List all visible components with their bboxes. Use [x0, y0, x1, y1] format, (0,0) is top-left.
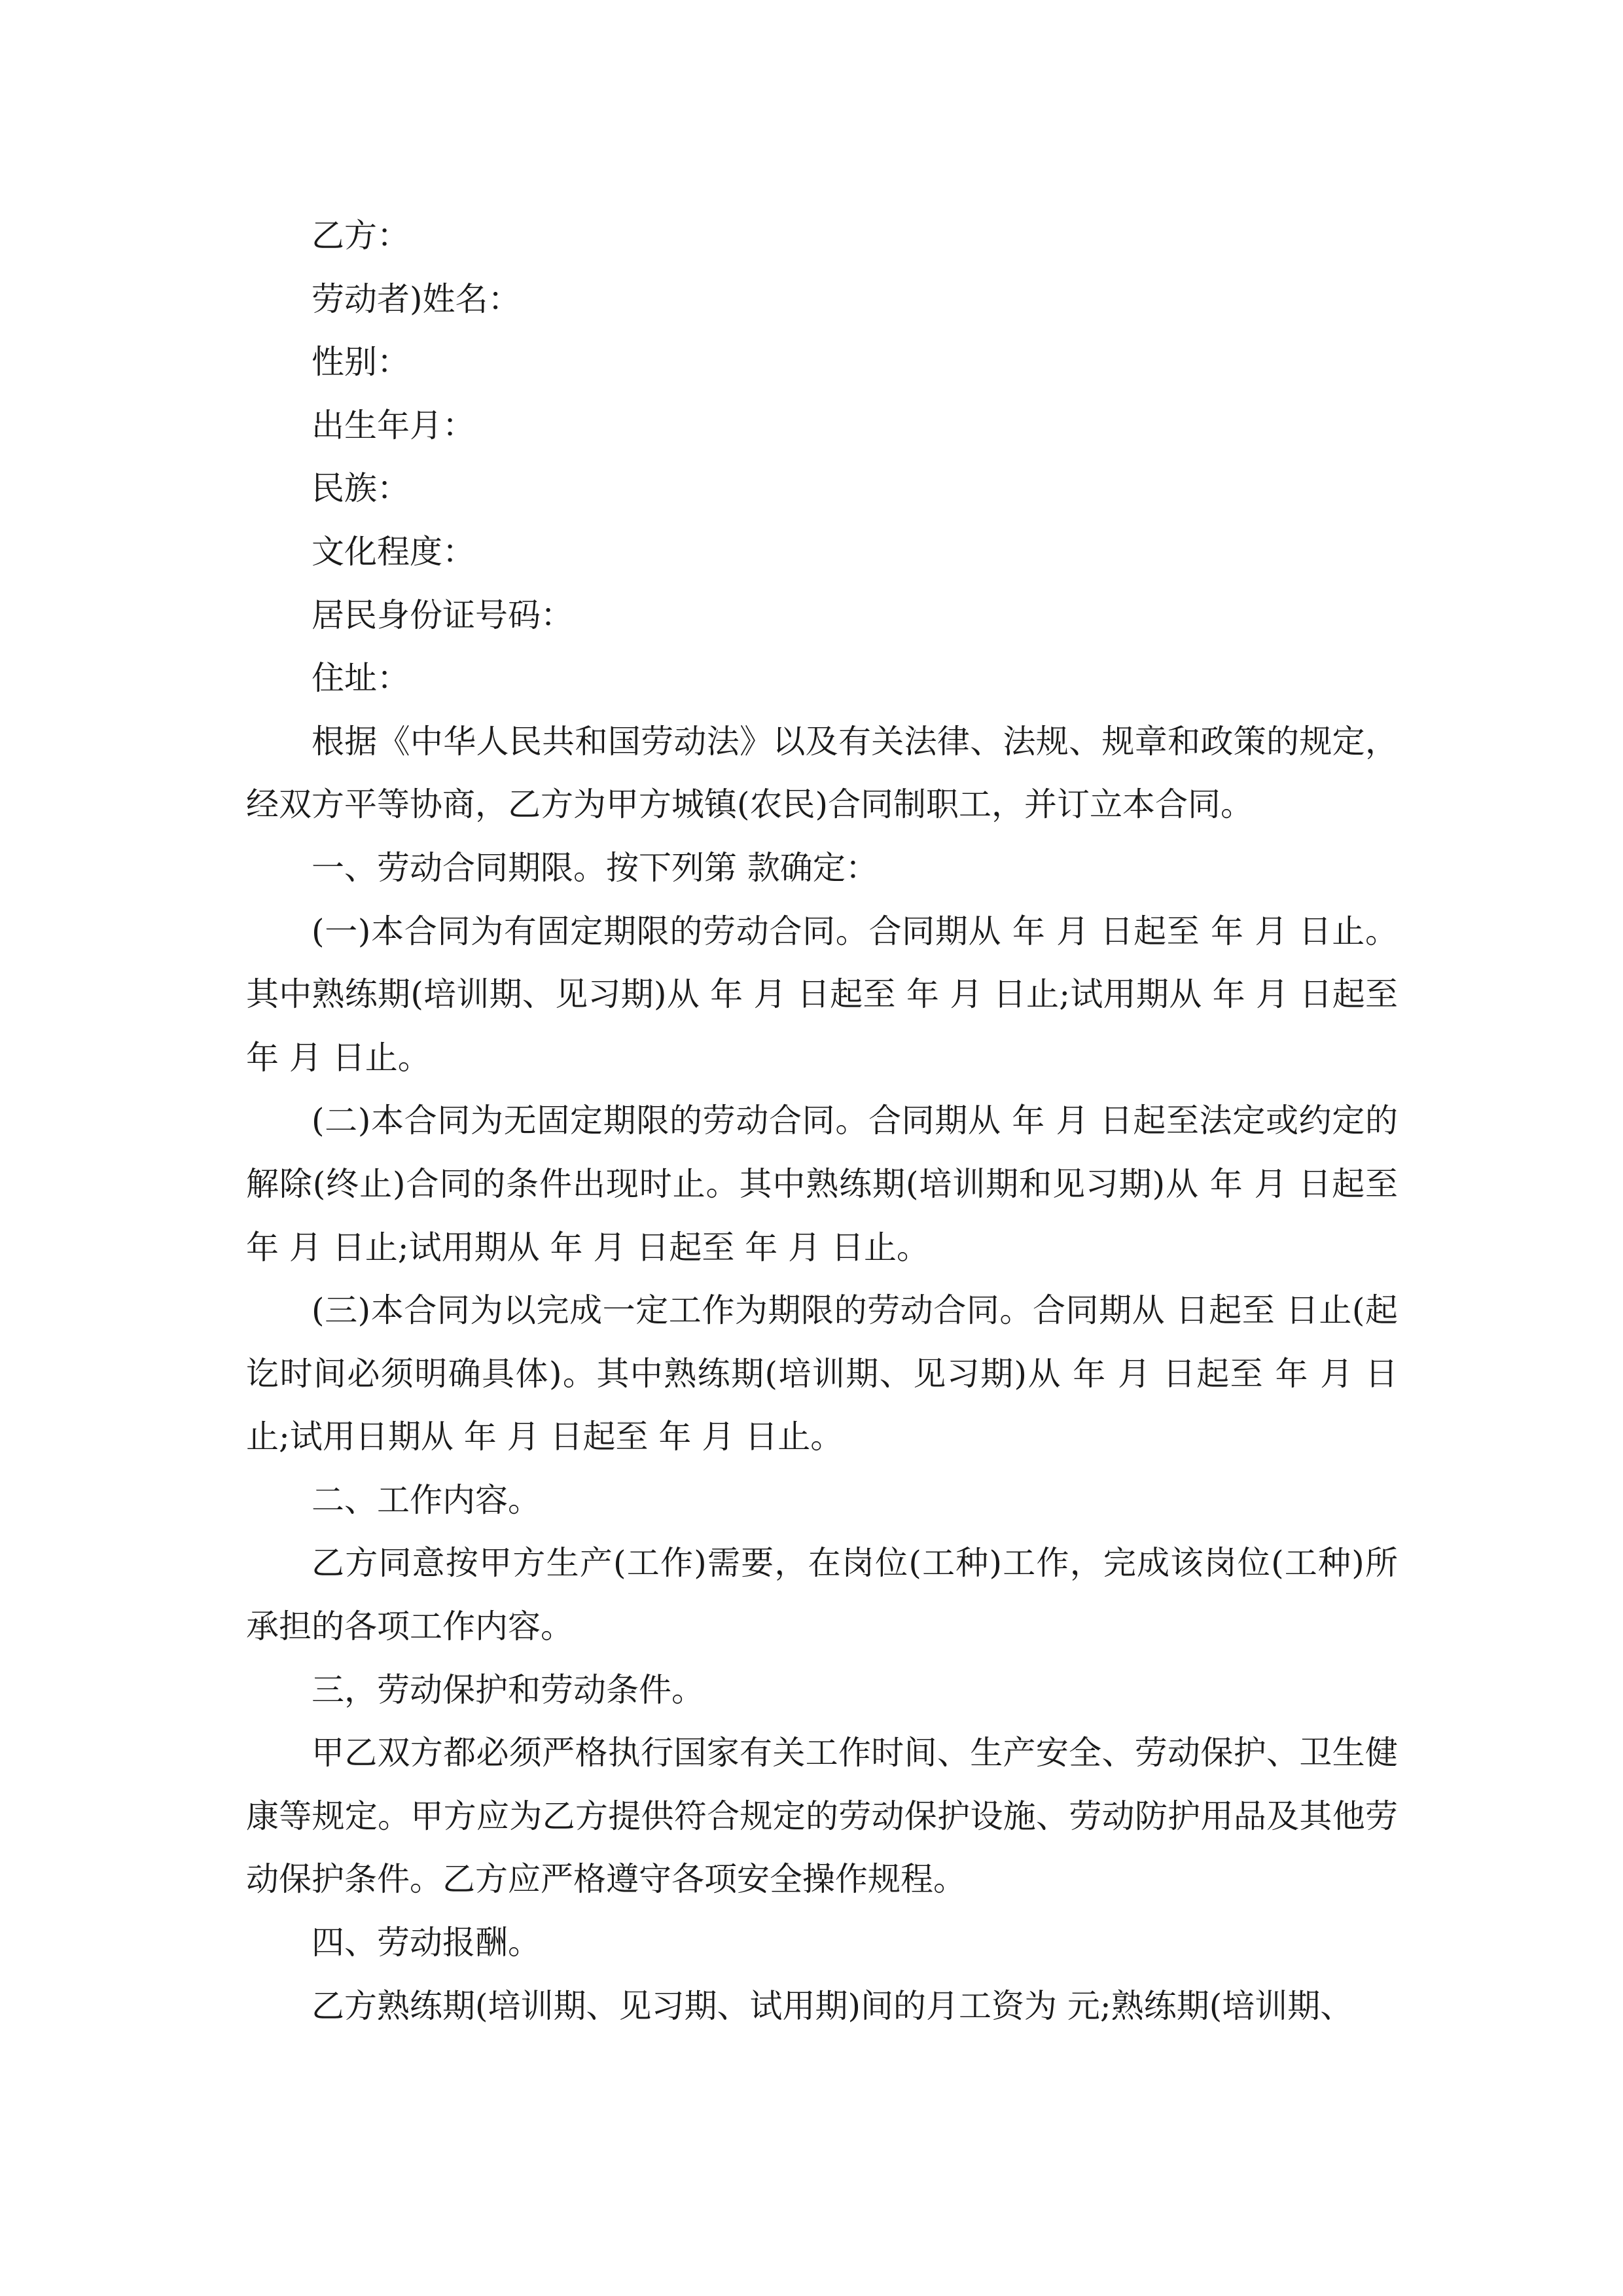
section-heading-work-content: 二、工作内容。: [312, 1480, 541, 1519]
gender-field: 性别：: [312, 343, 410, 382]
document-body: [246, 204, 1398, 2037]
worker-name-field: 劳动者)姓名：: [312, 279, 521, 318]
labor-protection-paragraph: 甲乙双方都必须严格执行国家有关工作时间、生产安全、劳动保护、卫生健康等规定。甲方应为乙方提供符合规定的劳动保护设施、劳动防护用品及其他劳动保护条件。乙方应严格遵守各项安全操作规程。: [246, 1734, 1398, 1899]
clause-fixed-term: (一)本合同为有固定期限的劳动合同。合同期从 年 月 日起至 年 月 日止。其中熟练期(培训期、见习期)从 年 月 日起至 年 月 日止;试用期从 年 月 日起至 年 月 日止。: [246, 912, 1398, 1077]
party-b-label: 乙方：: [312, 217, 410, 255]
work-content-paragraph: 乙方同意按甲方生产(工作)需要，在岗位(工种)工作，完成该岗位(工种)所承担的各项工作内容。: [246, 1544, 1398, 1646]
clause-task-term: (三)本合同为以完成一定工作为期限的劳动合同。合同期从 日起至 日止(起讫时间必须明确具体)。其中熟练期(培训期、见习期)从 年 月 日起至 年 月 日止;试用日期从 年 月 日起至 年 月 日止。: [246, 1291, 1398, 1456]
section-heading-remuneration: 四、劳动报酬。: [312, 1924, 541, 1962]
ethnicity-field: 民族：: [312, 469, 410, 508]
preamble-paragraph: 根据《中华人民共和国劳动法》以及有关法律、法规、规章和政策的规定，经双方平等协商，乙方为甲方城镇(农民)合同制职工，并订立本合同。: [246, 722, 1398, 824]
id-number-field: 居民身份证号码：: [312, 596, 573, 634]
address-field: 住址：: [312, 659, 410, 698]
education-field: 文化程度：: [312, 532, 475, 571]
clause-open-term: (二)本合同为无固定期限的劳动合同。合同期从 年 月 日起至法定或约定的解除(终止)合同的条件出现时止。其中熟练期(培训期和见习期)从 年 月 日起至 年 月 日止;试用期从 年 月 日起至 年 月 日止。: [246, 1102, 1398, 1266]
birth-date-field: 出生年月：: [312, 406, 475, 444]
section-heading-contract-term: 一、劳动合同期限。按下列第 款确定：: [312, 848, 878, 887]
section-heading-labor-protection: 三，劳动保护和劳动条件。: [312, 1670, 704, 1709]
remuneration-paragraph: 乙方熟练期(培训期、见习期、试用期)间的月工资为 元;熟练期(培训期、: [312, 1986, 1353, 2025]
